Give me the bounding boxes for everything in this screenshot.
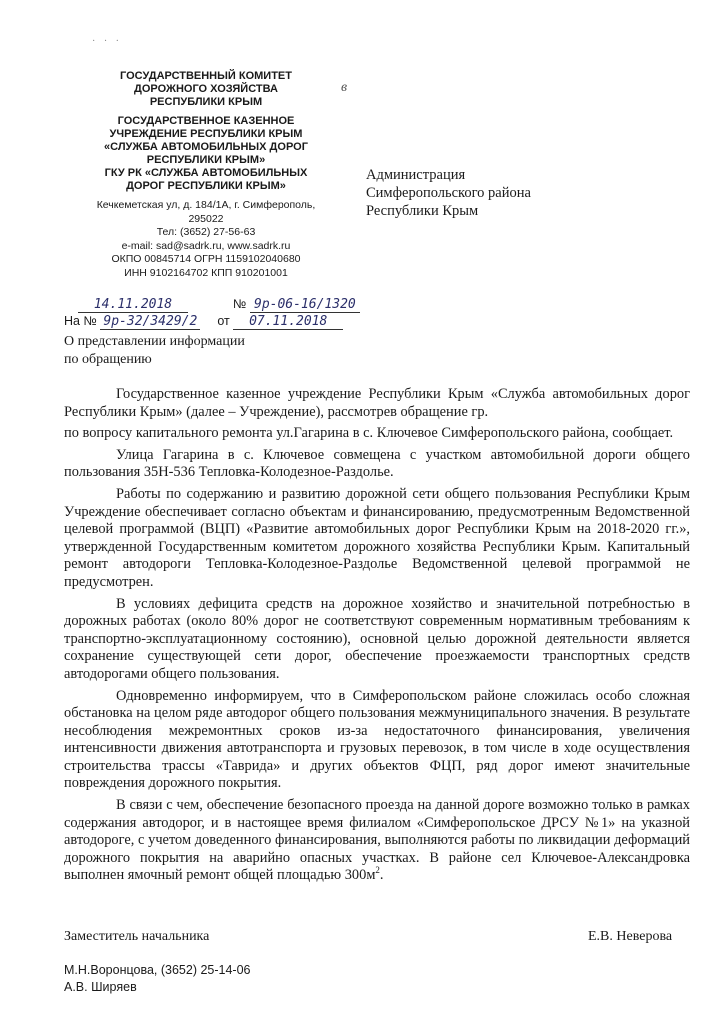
signatory-title: Заместитель начальника [64, 929, 210, 944]
subject-line: О представлении информации [64, 334, 245, 349]
sender-address: Кечкеметская ул, д. 184/1А, г. Симферополь, [96, 199, 316, 211]
signatory-name: Е.В. Неверова [588, 929, 673, 944]
outgoing-number: 9р-06-16/1320 [250, 297, 360, 313]
scan-mark: · · · [92, 36, 122, 47]
institution-line: РЕСПУБЛИКИ КРЫМ» [146, 154, 266, 166]
number-label: № [232, 297, 247, 311]
paragraph: Одновременно информируем, что в Симферопольском районе сложилась особо сложная обстановка на целом ряде автодорог общего пользования межмуниципального значения. В результате несоблюдения межремонтных сроков из-за недостаточного финансирования, увеличения интенсивности движения автотранспорта и грузовых перевозок, в том числе в ходе осуществления строительства трассы «Таврида» и других объектов ФЦП, ряд дорог имеют значительные повреждения дорожного покрытия. [64, 687, 690, 792]
handwritten-mark: в [341, 80, 348, 95]
reference-registration [64, 314, 343, 330]
institution-line: «СЛУЖБА АВТОМОБИЛЬНЫХ ДОРОГ [104, 141, 308, 153]
ref-from-label: от [217, 314, 230, 328]
paragraph: Улица Гагарина в с. Ключевое совмещена с участком автомобильной дороги общего пользования 35Н-536 Тепловка-Колодезное-Раздолье. [64, 446, 690, 481]
paragraph: Государственное казенное учреждение Республики Крым «Служба автомобильных дорог Республики Крым» (далее – Учреждение), рассмотрев обращение гр. [64, 386, 690, 420]
sender-okpo: ОКПО 00845714 ОГРН 1159102040680 [111, 253, 301, 265]
institution-line: ГКУ РК «СЛУЖБА АВТОМОБИЛЬНЫХ [104, 167, 308, 179]
sender-postcode: 295022 [188, 212, 224, 225]
executor-line: А.В. Ширяев [64, 980, 137, 994]
institution-line: УЧРЕЖДЕНИЕ РЕСПУБЛИКИ КРЫМ [109, 128, 303, 140]
paragraph: Работы по содержанию и развитию дорожной сети общего пользования Республики Крым Учреждение обеспечивает согласно объектам и финансированию, предусмотренным Ведомственной целевой программой (ВЦП) «Развитие автомобильных дорог Республики Крым на 2018-2020 гг.», утвержденной Государственным комитетом дорожного хозяйства Республики Крым. Капитальный ремонт автодороги Тепловка-Колодезное-Раздолье Ведомственной целевой программой не предусмотрен. [64, 485, 690, 590]
letter-subject [64, 333, 304, 369]
committee-line: РЕСПУБЛИКИ КРЫМ [149, 96, 263, 108]
paragraph-end: . [379, 867, 384, 884]
sender-letterhead [82, 70, 330, 280]
sender-inn: ИНН 9102164702 КПП 910201001 [124, 266, 288, 279]
executors-block [64, 962, 251, 996]
recipient-block [366, 166, 686, 220]
recipient-line: Администрация [366, 167, 466, 183]
recipient-line: Симферопольского района [366, 185, 531, 201]
paragraph: В условиях дефицита средств на дорожное хозяйство и значительной потребностью в дорожных работах (около 80% дорог не соответствуют современным нормативным требованиям к транспортно-эксплуатационному состоянию), основной целью дорожной деятельности является сохранение существующей сети дорог, обеспечение проезжаемости транспортных средств автодорогами общего пользования. [64, 595, 690, 682]
outgoing-date: 14.11.2018 [78, 297, 188, 313]
paragraph: по вопросу капитального ремонта ул.Гагарина в с. Ключевое Симферопольского района, сообщает. [64, 425, 674, 442]
paragraph-text: В связи с чем, обеспечение безопасного проезда на данной дороге возможно только в рамках содержания автодорог, и в настоящее время филиалом «Симферопольское ДРСУ №1» на указной автодороге, с учетом доведенного финансирования, выполняются работы по ликвидации деформаций дорожного покрытия на аварийно опасных участках. В районе сел Ключевое-Александровка выполнен ямочный ремонт общей площадью 300м [64, 797, 690, 884]
executor-line: М.Н.Воронцова, (3652) 25-14-06 [64, 963, 251, 977]
ref-date: 07.11.2018 [233, 314, 343, 330]
subject-line: по обращению [64, 352, 152, 367]
sender-phone: Тел: (3652) 27-56-63 [156, 226, 256, 238]
committee-line: ДОРОЖНОГО ХОЗЯЙСТВА [134, 83, 278, 95]
recipient-line: Республики Крым [366, 203, 479, 219]
paragraph [64, 797, 690, 885]
ref-number: 9р-32/3429/2 [100, 314, 200, 330]
letter-body [64, 386, 690, 889]
sender-email: e-mail: sad@sadrk.ru, www.sadrk.ru [121, 239, 291, 252]
superscript: 2 [375, 865, 380, 876]
outgoing-registration [78, 297, 360, 313]
institution-line: ГОСУДАРСТВЕННОЕ КАЗЕННОЕ [117, 115, 295, 127]
institution-line: ДОРОГ РЕСПУБЛИКИ КРЫМ» [126, 180, 286, 192]
committee-line: ГОСУДАРСТВЕННЫЙ КОМИТЕТ [120, 70, 292, 82]
ref-label: На № [64, 314, 97, 328]
